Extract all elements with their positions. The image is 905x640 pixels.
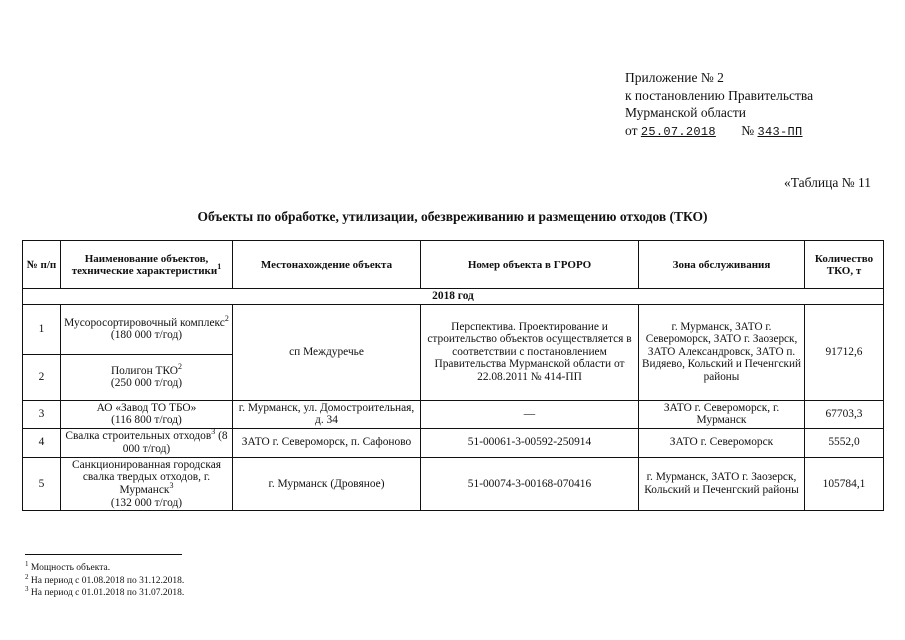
table-label: «Таблица № 11: [784, 175, 871, 190]
table-row: [23, 457, 884, 510]
row-capacity: (250 000 т/год): [110, 377, 183, 390]
date-prefix: от: [625, 122, 638, 138]
row-name-footnote-mark: 2: [178, 361, 183, 371]
row-zone: ЗАТО г. Североморск: [639, 428, 805, 457]
row-zone: г. Мурманск, ЗАТО г. Североморск, ЗАТО г. Заозерск, ЗАТО Александровск, ЗАТО п. Видяево, Кольский и Печенгский районы: [639, 304, 805, 400]
row-capacity: (180 000 т/год): [110, 329, 183, 342]
footnotes: [25, 562, 184, 600]
row-qty: 5552,0: [805, 428, 884, 457]
row-groro: 51-00061-3-00592-250914: [421, 428, 639, 457]
footnote-item: [25, 587, 184, 600]
table-row: [23, 400, 884, 428]
row-num: 2: [23, 354, 61, 400]
footnote-mark: 3: [25, 585, 29, 593]
header-location: Местонахождение объекта: [233, 241, 421, 289]
table-row: [23, 304, 884, 354]
appendix-header: [625, 69, 813, 141]
appendix-date-line: [625, 122, 813, 142]
row-capacity: (132 000 т/год): [110, 496, 183, 509]
row-num: 5: [23, 457, 61, 510]
resolution-date: 25.07.2018: [640, 124, 716, 139]
number-prefix: №: [741, 122, 755, 138]
header-num: № п/п: [23, 241, 61, 289]
appendix-title: Приложение № 2: [625, 70, 724, 85]
row-name-text: АО «Завод ТО ТБО»: [96, 401, 197, 414]
resolution-number: 343-ПП: [757, 124, 803, 139]
row-qty: 91712,6: [805, 304, 884, 400]
row-name-text: Свалка строительных отходов: [65, 430, 212, 443]
row-num: 1: [23, 304, 61, 354]
footnote-mark: 2: [25, 572, 29, 581]
footnote-item: [25, 572, 185, 588]
row-num: 3: [23, 400, 61, 428]
row-name: [61, 304, 233, 354]
row-zone: ЗАТО г. Североморск, г. Мурманск: [639, 400, 805, 428]
row-name-footnote-mark: 3: [169, 480, 174, 490]
row-groro: Перспектива. Проектирование и строительство объектов осуществляется в соответствии с постановлением Правительства Мурманской области от 22.08.2011 № 414-ПП: [421, 304, 639, 400]
footnote-text: Мощность объекта.: [30, 563, 111, 573]
row-location: сп Междуречье: [233, 304, 421, 400]
row-name-text: Полигон ТКО: [110, 364, 179, 377]
row-groro: —: [421, 400, 639, 428]
row-groro: 51-00074-3-00168-070416: [421, 457, 639, 510]
table-row: [23, 428, 884, 457]
footnote-divider: [25, 554, 182, 555]
appendix-resolution: к постановлению Правительства: [625, 87, 814, 103]
objects-table: [22, 240, 884, 511]
row-zone: г. Мурманск, ЗАТО г. Заозерск, Кольский и Печенгский районы: [639, 457, 805, 510]
row-name: [61, 400, 233, 428]
footnote-text: На период с 01.08.2018 по 31.12.2018.: [30, 575, 185, 586]
header-name-text: Наименование объектов, технические характеристики: [71, 252, 218, 277]
row-name: [61, 354, 233, 400]
row-qty: 67703,3: [805, 400, 884, 428]
footnote-text: На период с 01.01.2018 по 31.07.2018.: [30, 588, 185, 598]
header-qty: Количество ТКО, т: [805, 241, 884, 289]
header-groro: Номер объекта в ГРОРО: [421, 241, 639, 289]
header-name-footnote-mark: 1: [217, 261, 222, 271]
row-location: г. Мурманск, ул. Домостроительная, д. 34: [233, 400, 421, 428]
row-location: ЗАТО г. Североморск, п. Сафоново: [233, 428, 421, 457]
row-qty: 105784,1: [805, 457, 884, 510]
document-title: Объекты по обработке, утилизации, обезвреживанию и размещению отходов (ТКО): [197, 209, 708, 224]
row-name-footnote-mark: 3: [211, 427, 216, 437]
row-capacity: (116 800 т/год): [111, 414, 182, 427]
row-location: г. Мурманск (Дровяное): [233, 457, 421, 510]
appendix-region: Мурманской области: [625, 105, 746, 120]
row-name-text: Мусоросортировочный комплекс: [64, 316, 225, 329]
header-zone: Зона обслуживания: [639, 241, 805, 289]
row-capacity: (8 000 т/год): [122, 430, 228, 455]
footnote-item: [25, 562, 184, 575]
year-label: 2018 год: [23, 289, 884, 305]
row-num: 4: [23, 428, 61, 457]
row-name-footnote-mark: 2: [224, 313, 229, 323]
header-name: [61, 241, 233, 289]
row-name: [61, 428, 233, 457]
footnote-mark: 1: [25, 560, 29, 568]
row-name-text: Санкционированная городская свалка твердых отходов, г. Мурманск: [71, 458, 222, 496]
table-header-row: [23, 241, 884, 289]
year-row: [23, 289, 884, 305]
row-name: [61, 457, 233, 510]
